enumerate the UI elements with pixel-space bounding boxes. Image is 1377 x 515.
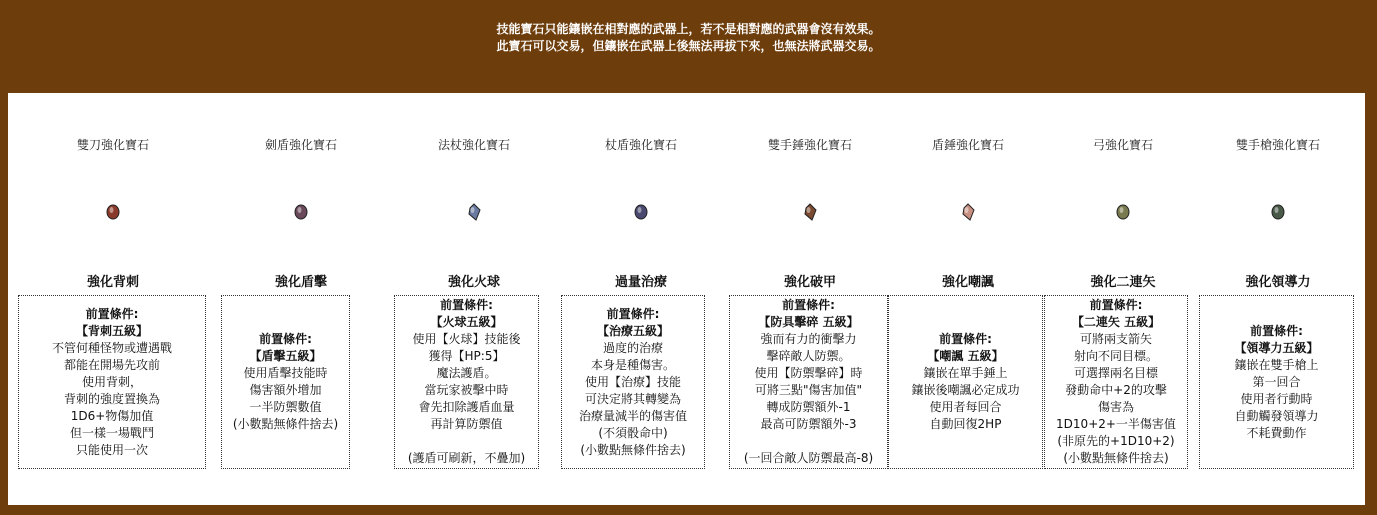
requirement-line: 【治療五級】 bbox=[596, 323, 669, 338]
description-line: 第一回合 bbox=[1252, 374, 1301, 389]
description-line: 使用【火球】技能後 bbox=[412, 332, 521, 346]
gem-panel bbox=[8, 93, 1365, 505]
description-line: 背刺的強度置換為 bbox=[63, 391, 160, 406]
gem-name: 盾錘強化寶石 bbox=[931, 138, 1004, 152]
skill-title: 過量治療 bbox=[614, 275, 667, 290]
gem-name: 法杖強化寶石 bbox=[437, 138, 510, 152]
description-line: 可將三點"傷害加值" bbox=[754, 383, 863, 397]
description-line: 可選擇兩名目標 bbox=[1073, 366, 1158, 380]
gem-name: 弓強化寶石 bbox=[1092, 138, 1153, 152]
gem-name: 雙刀強化寶石 bbox=[76, 138, 149, 152]
description-line: 不耗費動作 bbox=[1246, 425, 1307, 440]
requirement-line: 【二連矢 五級】 bbox=[1071, 315, 1161, 329]
description-line: (一回合敵人防禦最高-8) bbox=[743, 451, 874, 465]
skill-title: 強化火球 bbox=[447, 275, 500, 290]
requirement-line: 【盾擊五級】 bbox=[249, 349, 322, 363]
skill-description-box bbox=[1044, 295, 1188, 469]
description-line: 使用盾擊技能時 bbox=[243, 366, 328, 380]
skill-title: 強化二連矢 bbox=[1090, 275, 1156, 290]
skill-description-box bbox=[729, 295, 888, 469]
pink-crystal-icon bbox=[960, 203, 976, 221]
description-line: (小數點無條件捨去) bbox=[1063, 451, 1169, 465]
description-line: 獲得【HP:5】 bbox=[428, 349, 505, 363]
requirement-line: 前置條件: bbox=[85, 306, 139, 321]
description-line: (非原先的+1D10+2) bbox=[1057, 434, 1175, 448]
description-line: 最高可防禦額外-3 bbox=[760, 417, 857, 431]
description-line: 治療量減半的傷害值 bbox=[578, 408, 687, 423]
skill-description-box bbox=[18, 295, 206, 469]
skill-description-box bbox=[1199, 295, 1354, 469]
olive-gem-icon bbox=[1115, 203, 1131, 221]
requirement-line: 【嘲諷 五級】 bbox=[927, 349, 1004, 363]
description-line: 可決定將其轉變為 bbox=[584, 391, 681, 406]
brown-crystal-icon bbox=[802, 203, 818, 221]
notice-line-2: 此寶石可以交易，但鑲嵌在武器上後無法再拔下來，也無法將武器交易。 bbox=[496, 39, 881, 53]
requirement-line: 【火球五級】 bbox=[430, 315, 503, 329]
violet-gem-icon bbox=[633, 203, 649, 221]
requirement-line: 前置條件: bbox=[782, 298, 835, 312]
description-line: 使用者每回合 bbox=[929, 400, 1002, 414]
skill-description-box bbox=[561, 295, 705, 469]
requirement-line: 【背刺五級】 bbox=[75, 323, 148, 338]
skill-title: 強化盾擊 bbox=[274, 275, 327, 290]
description-line: 使用背刺， bbox=[81, 374, 142, 389]
gem-name: 劍盾強化寶石 bbox=[264, 138, 337, 152]
description-line: 鑲嵌在單手錘上 bbox=[923, 366, 1008, 380]
description-line: 過度的治療 bbox=[602, 340, 663, 355]
description-line: 1D10+2+一半傷害值 bbox=[1056, 417, 1176, 431]
description-line: 一半防禦數值 bbox=[249, 400, 322, 414]
description-line: 本身是種傷害。 bbox=[590, 357, 675, 372]
description-line: 強而有力的衝擊力 bbox=[760, 332, 857, 346]
description-line: 使用【防禦擊碎】時 bbox=[754, 366, 863, 380]
requirement-line: 前置條件: bbox=[1089, 298, 1143, 312]
skill-title: 強化破甲 bbox=[783, 275, 836, 290]
description-line: 使用【治療】技能 bbox=[584, 374, 681, 389]
skill-title: 強化嘲諷 bbox=[941, 275, 994, 290]
description-line: (不須骰命中) bbox=[598, 425, 668, 440]
skill-description-box bbox=[888, 295, 1043, 469]
requirement-line: 前置條件: bbox=[259, 332, 312, 346]
description-line: 鑲嵌在雙手槍上 bbox=[1234, 357, 1319, 372]
gem-name: 雙手槍強化寶石 bbox=[1235, 138, 1320, 152]
description-line: 擊碎敵人防禦。 bbox=[766, 349, 851, 363]
description-line: 鑲嵌後嘲諷必定成功 bbox=[911, 383, 1020, 397]
notice-header bbox=[0, 0, 1377, 92]
skill-title: 強化領導力 bbox=[1245, 275, 1311, 290]
description-line: 傷害額外增加 bbox=[249, 383, 322, 397]
description-line: 當玩家被擊中時 bbox=[424, 383, 509, 397]
description-line bbox=[730, 433, 887, 450]
description-line: 魔法護盾。 bbox=[436, 366, 497, 380]
description-line: 再計算防禦值 bbox=[430, 417, 503, 431]
description-line: 但一樣一場戰鬥 bbox=[69, 425, 154, 440]
description-line: 可將兩支箭矢 bbox=[1079, 332, 1152, 346]
requirement-line: 【防具擊碎 五級】 bbox=[758, 315, 859, 329]
description-line: 自動回復2HP bbox=[929, 417, 1002, 431]
requirement-line: 前置條件: bbox=[939, 332, 992, 346]
description-line: 1D6+物傷加值 bbox=[70, 408, 154, 423]
description-line: 自動觸發領導力 bbox=[1234, 408, 1319, 423]
requirement-line: 前置條件: bbox=[440, 298, 493, 312]
description-line: 傷害為 bbox=[1097, 400, 1134, 414]
green-gem-icon bbox=[1270, 203, 1286, 221]
description-line: 射向不同目標。 bbox=[1073, 349, 1158, 363]
description-line: 發動命中+2的攻擊 bbox=[1065, 383, 1167, 397]
description-line: 都能在開場先攻前 bbox=[63, 357, 160, 372]
skill-description-box bbox=[394, 295, 539, 469]
requirement-line: 前置條件: bbox=[606, 306, 660, 321]
purple-gem-icon bbox=[293, 203, 309, 221]
gem-name: 杖盾強化寶石 bbox=[604, 138, 677, 152]
description-line: (小數點無條件捨去) bbox=[232, 417, 339, 431]
description-line: (小數點無條件捨去) bbox=[580, 442, 686, 457]
description-line: 轉成防禦額外-1 bbox=[766, 400, 851, 414]
skill-title: 強化背刺 bbox=[86, 275, 139, 290]
description-line: 使用者行動時 bbox=[1240, 391, 1313, 406]
description-line: 不管何種怪物或遭遇戰 bbox=[51, 340, 172, 355]
requirement-line: 【領導力五級】 bbox=[1234, 340, 1319, 355]
gem-name: 雙手錘強化寶石 bbox=[767, 138, 852, 152]
requirement-line: 前置條件: bbox=[1250, 323, 1303, 338]
notice-line-1: 技能寶石只能鑲嵌在相對應的武器上，若不是相對應的武器會沒有效果。 bbox=[496, 22, 881, 36]
description-line: (護盾可刷新，不疊加) bbox=[407, 451, 526, 465]
description-line bbox=[395, 433, 538, 450]
description-line: 只能使用一次 bbox=[75, 442, 148, 457]
skill-description-box bbox=[221, 295, 350, 469]
red-gem-icon bbox=[105, 203, 121, 221]
description-line: 會先扣除護盾血量 bbox=[418, 400, 515, 414]
blue-crystal-icon bbox=[466, 203, 482, 221]
